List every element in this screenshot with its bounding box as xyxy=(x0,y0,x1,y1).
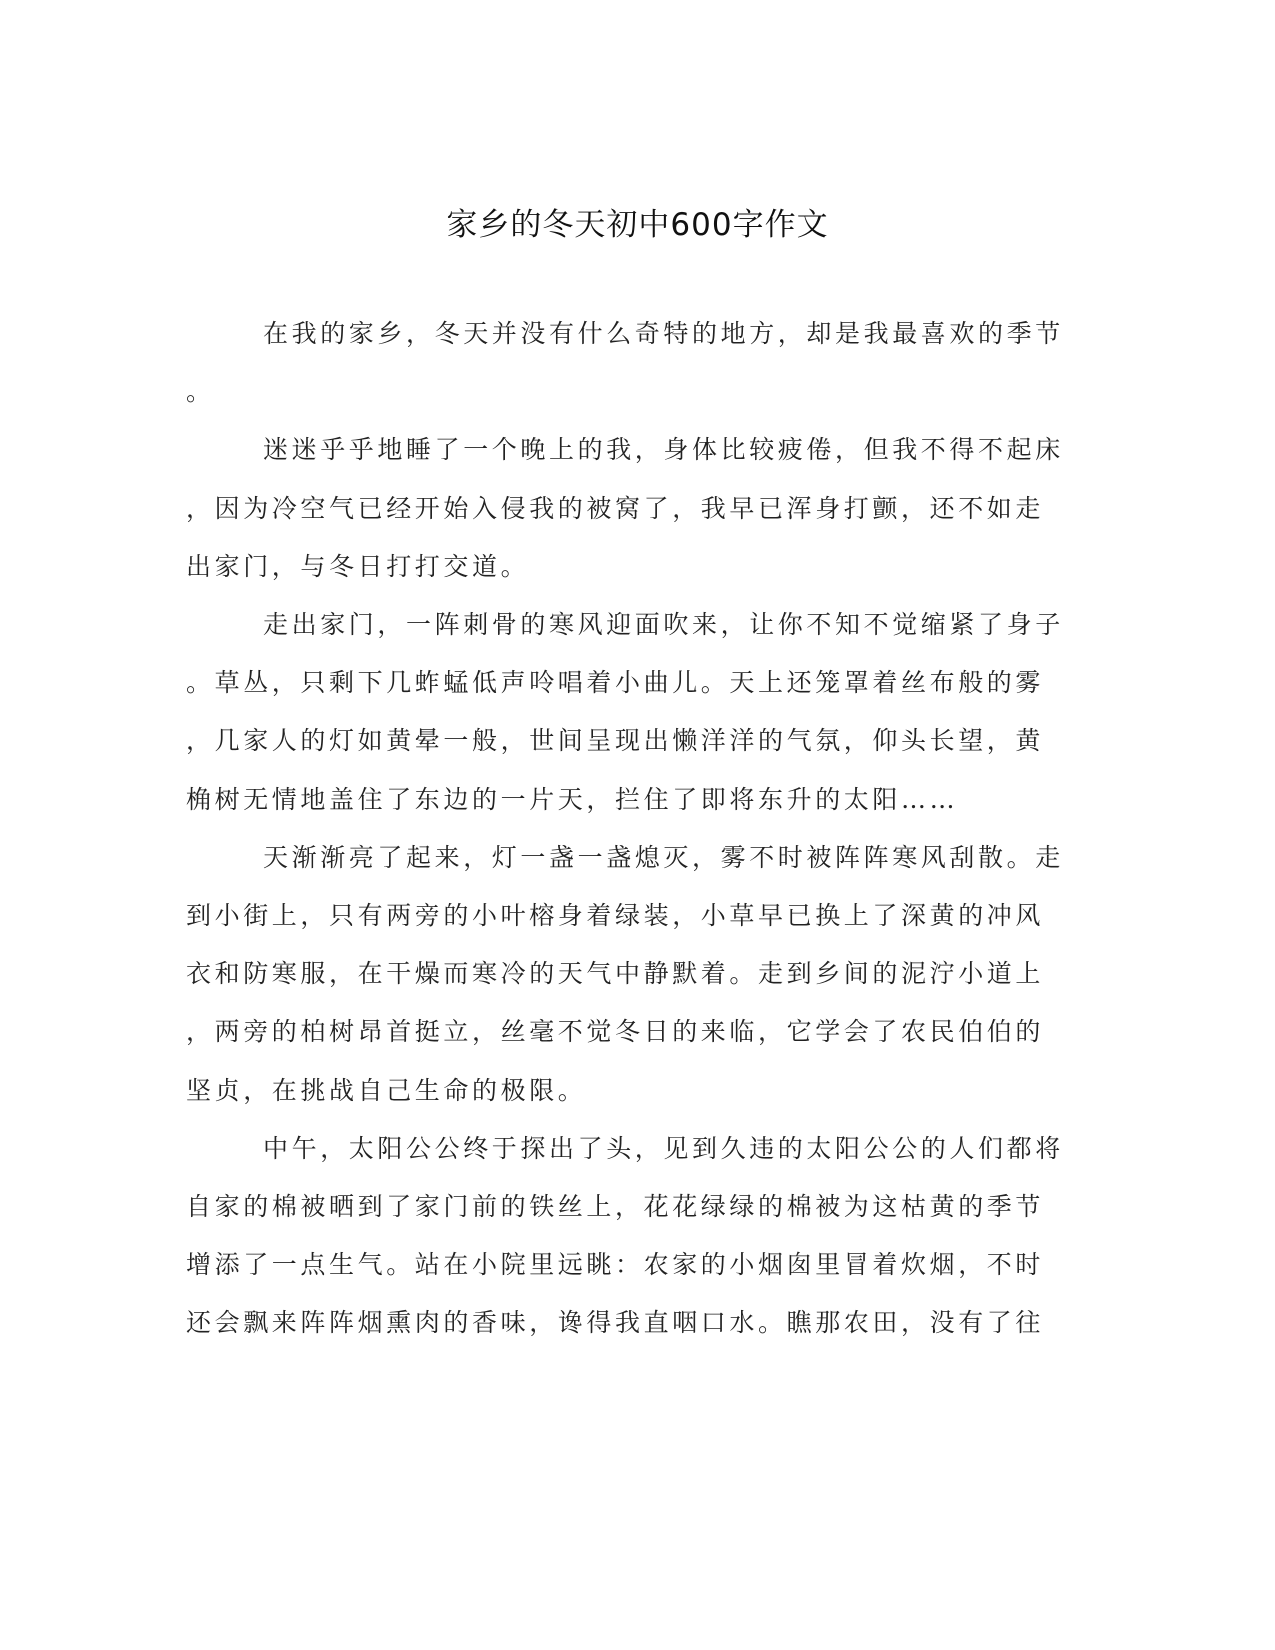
paragraph-first-line: 中午，太阳公公终于探出了头，见到久违的太阳公公的人们都将 xyxy=(263,1134,1064,1163)
paragraph-first-line: 走出家门，一阵刺骨的寒风迎面吹来，让你不知不觉缩紧了身子 xyxy=(263,610,1064,639)
document-title: 家乡的冬天初中600字作文 xyxy=(446,207,829,243)
paragraph-first-line: 天渐渐亮了起来，灯一盏一盏熄灭，雾不时被阵阵寒风刮散。走 xyxy=(263,843,1064,872)
paragraph-first-line: 在我的家乡，冬天并没有什么奇特的地方，却是我最喜欢的季节 xyxy=(263,319,1064,348)
paragraph-line: ，两旁的柏树昂首挺立，丝毫不觉冬日的来临，它学会了农民伯伯的 xyxy=(186,1017,1045,1046)
paragraph-line: 坚贞，在挑战自己生命的极限。 xyxy=(186,1076,587,1105)
paragraph-line: 增添了一点生气。站在小院里远眺：农家的小烟囱里冒着炊烟，不时 xyxy=(186,1250,1045,1279)
paragraph-first-line: 迷迷乎乎地睡了一个晚上的我，身体比较疲倦，但我不得不起床 xyxy=(263,435,1064,464)
paragraph-line: 出家门，与冬日打打交道。 xyxy=(186,552,530,581)
paragraph-line: 。草丛，只剩下几蚱蜢低声呤唱着小曲儿。天上还笼罩着丝布般的雾 xyxy=(186,668,1045,697)
paragraph-line: 衣和防寒服，在干燥而寒冷的天气中静默着。走到乡间的泥泞小道上 xyxy=(186,959,1045,988)
paragraph-line: 桷树无情地盖住了东边的一片天，拦住了即将东升的太阳…… xyxy=(186,785,959,814)
paragraph-line: 还会飘来阵阵烟熏肉的香味，谗得我直咽口水。瞧那农田，没有了往 xyxy=(186,1308,1045,1337)
paragraph-line: ，因为冷空气已经开始入侵我的被窝了，我早已浑身打颤，还不如走 xyxy=(186,494,1045,523)
paragraph-line: ，几家人的灯如黄晕一般，世间呈现出懒洋洋的气氛，仰头长望，黄 xyxy=(186,726,1045,755)
paragraph-line: 到小街上，只有两旁的小叶榕身着绿装，小草早已换上了深黄的冲风 xyxy=(186,901,1045,930)
paragraph-line: 。 xyxy=(186,377,215,406)
paragraph-line: 自家的棉被晒到了家门前的铁丝上，花花绿绿的棉被为这枯黄的季节 xyxy=(186,1192,1045,1221)
